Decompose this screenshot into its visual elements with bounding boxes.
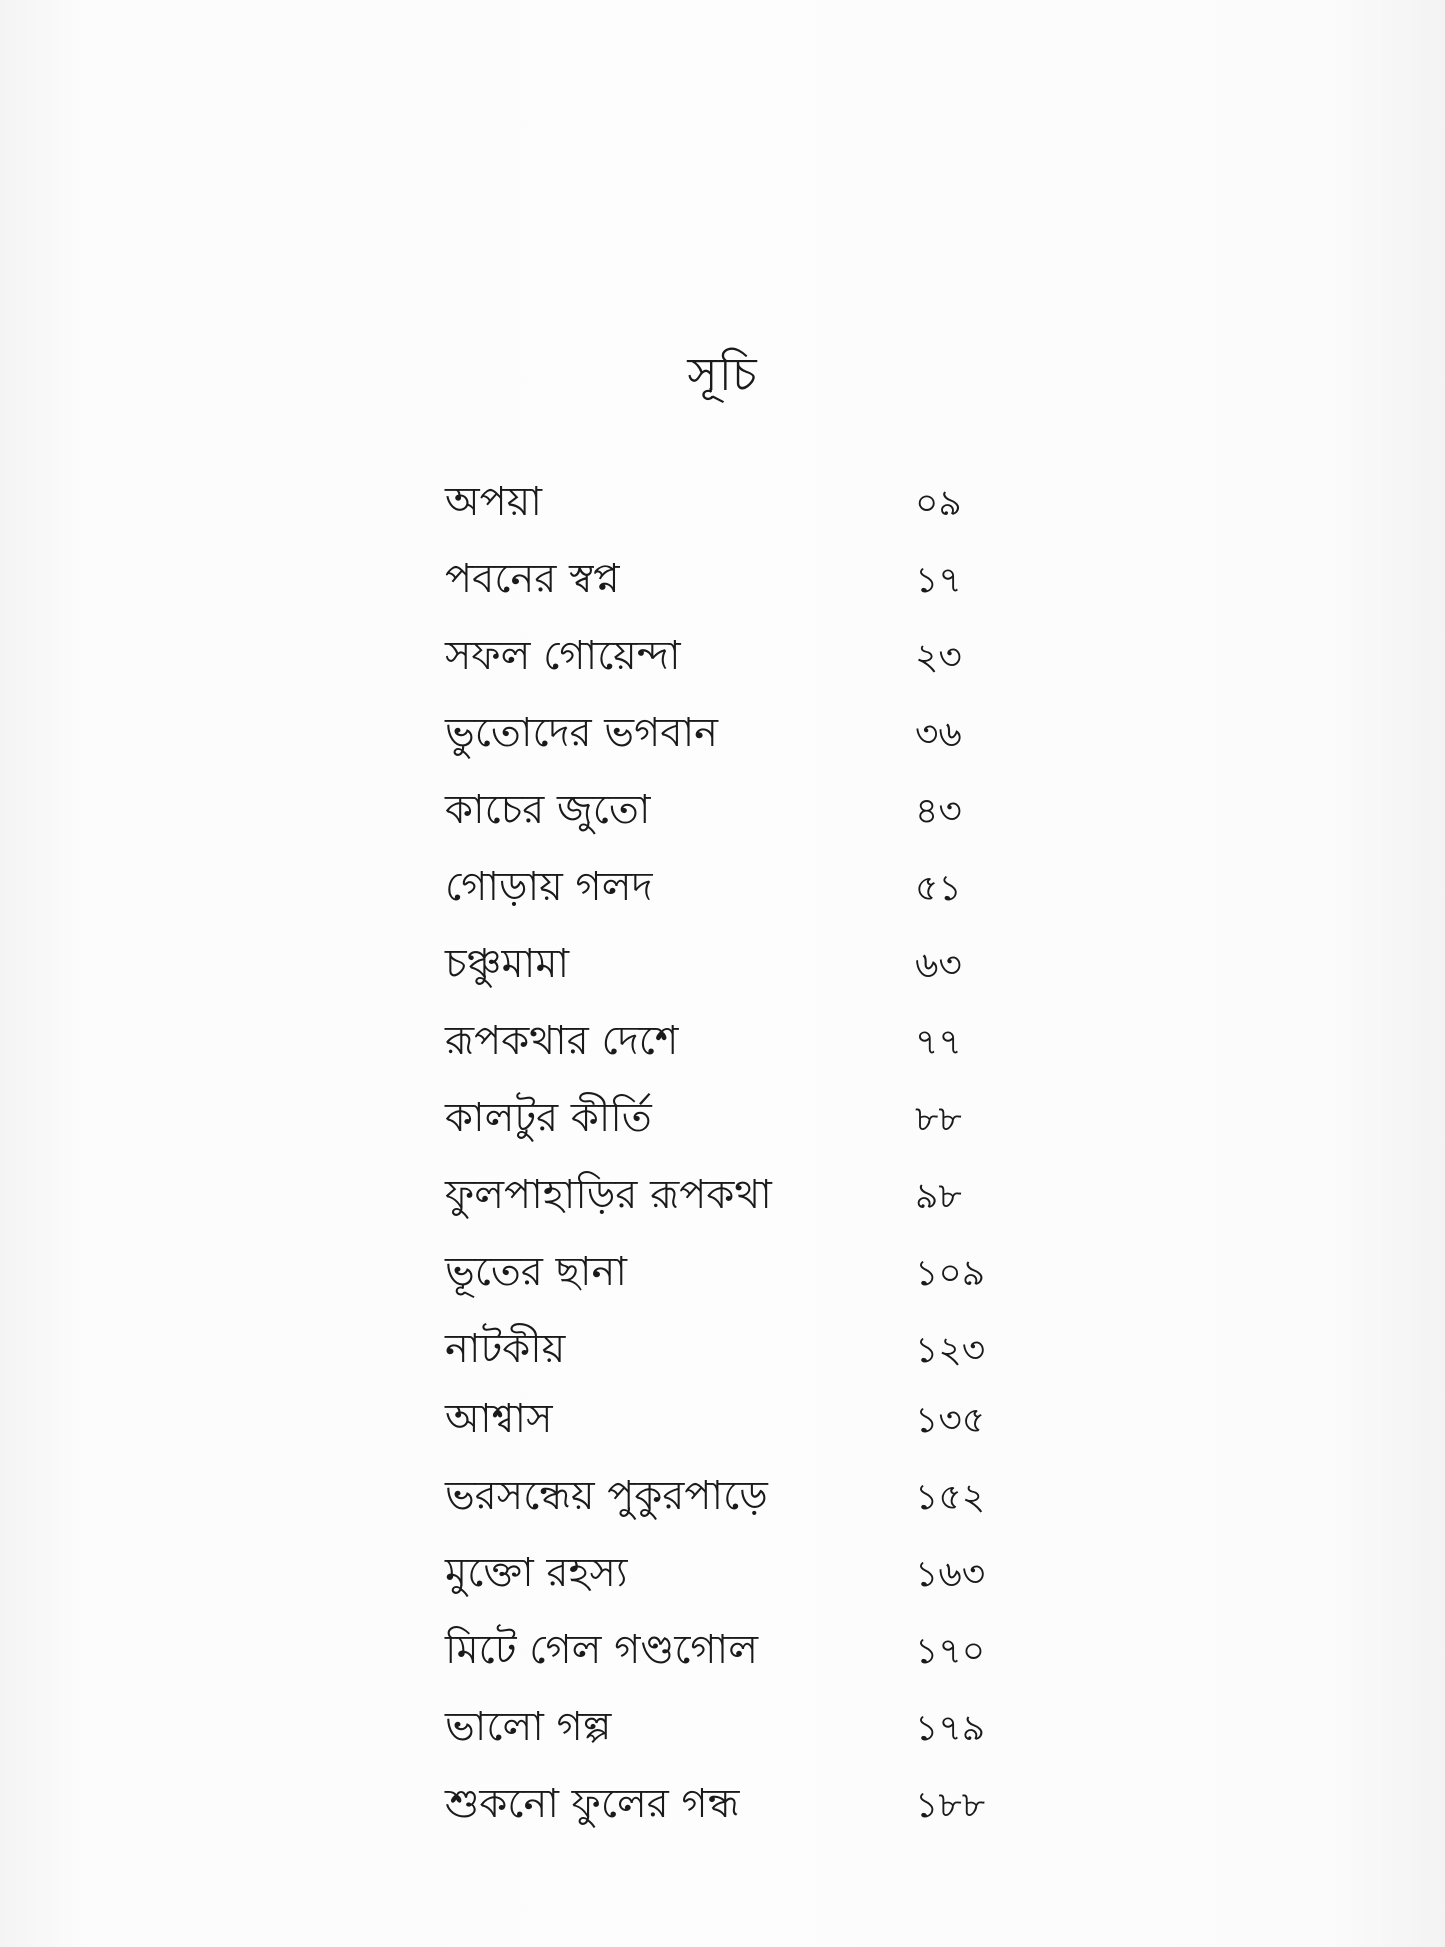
toc-entry [445,1086,1025,1163]
toc-entry [445,624,1025,701]
toc-entry [445,932,1025,1009]
toc-entry-page: ১৮৮ [915,1785,986,1826]
toc-entry-title: নাটকীয় [445,1326,566,1372]
toc-entry-page: ১৭৯ [915,1708,986,1749]
toc-entry-title: পবনের স্বপ্ন [445,556,620,602]
toc-entry-page: ৯৮ [915,1176,962,1217]
toc-entry [445,701,1025,778]
toc-entry-page: ১৩৫ [915,1400,986,1441]
toc-entry [445,1009,1025,1086]
toc-entry-page: ৬৩ [915,945,962,986]
toc-entry-title: মিটে গেল গণ্ডগোল [445,1627,759,1673]
toc-entry-page: ৪৩ [915,791,962,832]
toc-entry-page: ১৭০ [915,1631,986,1672]
toc-entry-page: ৩৬ [915,714,962,755]
toc-entry-page: ১০৯ [915,1253,986,1294]
toc-entry-title: মুক্তো রহস্য [445,1550,628,1596]
toc-entry-title: কালটুর কীর্তি [445,1095,652,1141]
toc-entry-page: ১৭ [915,560,962,601]
toc-entry [445,778,1025,855]
toc-entry [445,855,1025,932]
toc-entry-title: অপয়া [445,479,542,525]
toc-entry-title: রূপকথার দেশে [445,1018,679,1064]
toc-entry-title: ফুলপাহাড়ির রূপকথা [445,1172,772,1218]
toc-entry-title: সফল গোয়েন্দা [445,633,681,679]
toc-entry-page: ৭৭ [915,1022,962,1063]
toc-entry [445,1695,1025,1772]
toc-entry-title: শুকনো ফুলের গন্ধ [445,1781,740,1827]
toc-entry [445,1163,1025,1240]
toc-entry [445,547,1025,624]
toc-entry-title: কাচের জুতো [445,787,651,833]
toc-entry-page: ২৩ [915,637,962,678]
toc-entry [445,1618,1025,1695]
toc-entry [445,1464,1025,1541]
toc-entry [445,1541,1025,1618]
toc-entry-page: ১৫২ [915,1477,986,1518]
toc-entry-page: ৮৮ [915,1099,962,1140]
table-of-contents [445,470,1025,1849]
toc-entry [445,1387,1025,1464]
toc-entry [445,1772,1025,1849]
toc-entry-title: ভুতোদের ভগবান [445,710,719,756]
toc-entry-title: আশ্বাস [445,1396,553,1442]
toc-entry-page: ১২৩ [915,1330,986,1371]
toc-entry-title: ভালো গল্প [445,1704,612,1750]
toc-entry-title: চঞ্চুমামা [445,941,570,987]
toc-entry-page: ০৯ [915,483,962,524]
toc-entry-page: ১৬৩ [915,1554,986,1595]
toc-entry [445,1317,1025,1387]
toc-entry [445,470,1025,547]
toc-entry-title: ভরসন্ধেয় পুকুরপাড়ে [445,1473,768,1519]
page-title: সূচি [687,347,758,401]
toc-entry-page: ৫১ [915,868,962,909]
toc-entry-title: ভূতের ছানা [445,1249,627,1295]
toc-entry [445,1240,1025,1317]
toc-entry-title: গোড়ায় গলদ [445,864,653,910]
